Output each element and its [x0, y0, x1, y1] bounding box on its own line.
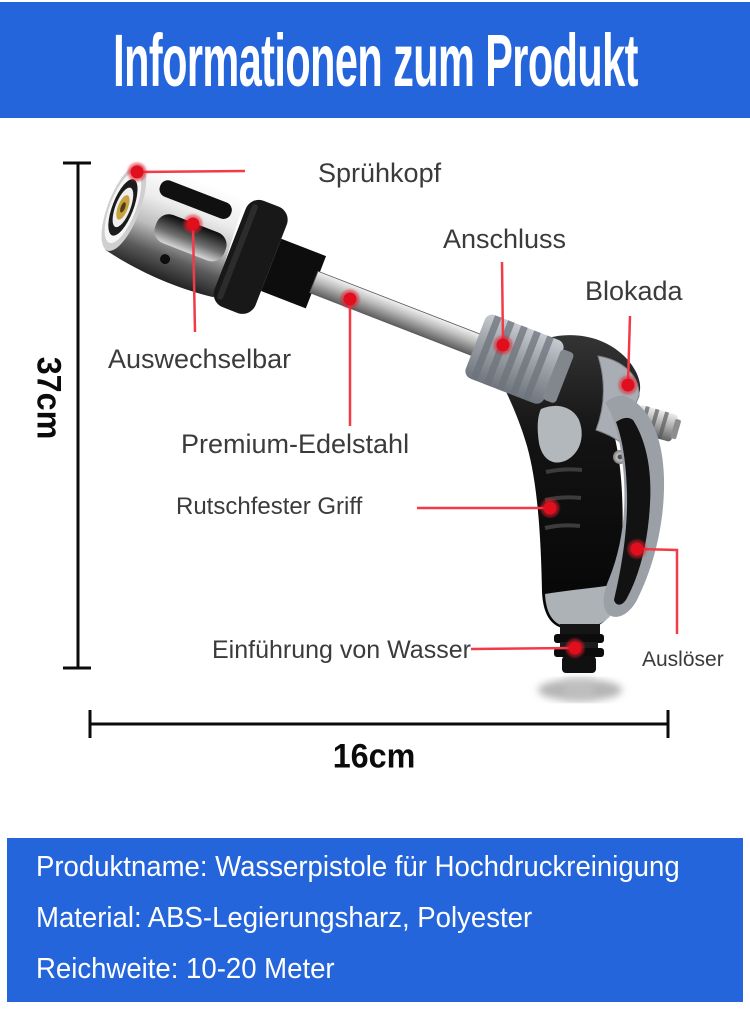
- callout-dot: [494, 336, 513, 355]
- callout-dot: [341, 290, 360, 309]
- info-line-productname: Produktname: Wasserpistole für Hochdruckreinigung: [36, 851, 680, 883]
- callout-line-anschluss: [502, 262, 503, 344]
- info-line-range: Reichweite: 10-20 Meter: [36, 953, 335, 985]
- steel-tube: [310, 271, 482, 356]
- info-line-material: Material: ABS-Legierungsharz, Polyester: [36, 902, 533, 934]
- callout-dot: [566, 639, 585, 658]
- callout-label-einfuehrung-von-wasser: Einführung von Wasser: [212, 636, 471, 664]
- spray-lance: [88, 149, 585, 432]
- width-dimension-label: 16cm: [332, 737, 416, 776]
- callout-label-premium-edelstahl: Premium-Edelstahl: [181, 429, 410, 459]
- callout-label-auswechselbar: Auswechselbar: [108, 344, 292, 374]
- callout-label-rutschfester-griff: Rutschfester Griff: [176, 493, 363, 520]
- product-figure: [0, 118, 750, 838]
- callout-label-anschluss: Anschluss: [443, 224, 567, 254]
- product-info-box: [7, 838, 743, 1002]
- callout-label-spruehkopf: Sprühkopf: [318, 158, 442, 188]
- callout-dot: [184, 215, 203, 234]
- page-title: Informationen zum Produkt: [112, 18, 638, 102]
- callout-dot: [619, 376, 638, 395]
- callout-line-einfuehrung-von-wasser: [471, 648, 572, 649]
- callout-label-ausloeser: Auslöser: [642, 648, 724, 671]
- callout-dot: [541, 499, 560, 518]
- callout-line-spruehkopf: [137, 171, 245, 172]
- callout-dot: [628, 540, 647, 559]
- callout-dot: [128, 163, 147, 182]
- connector-reflection: [564, 676, 594, 700]
- height-dimension-label: 37cm: [29, 356, 68, 440]
- callout-label-blokada: Blokada: [585, 276, 683, 306]
